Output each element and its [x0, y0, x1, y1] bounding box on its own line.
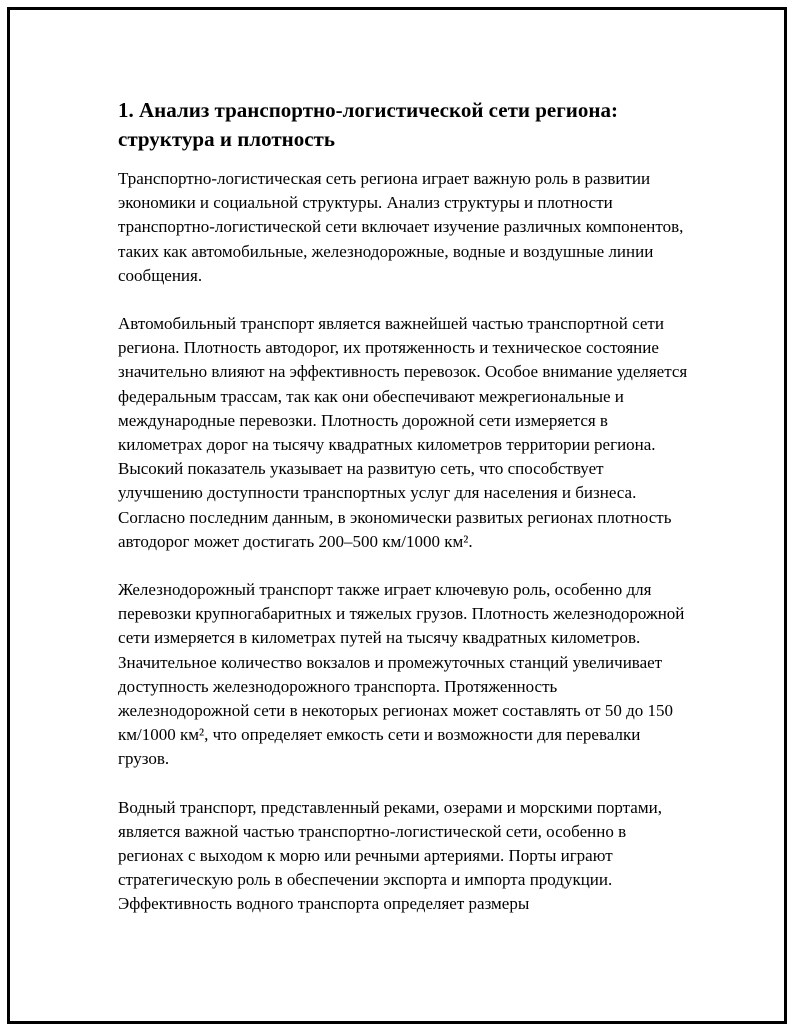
paragraph-intro: Транспортно-логистическая сеть региона играет важную роль в развитии экономики и социальной структуры. Анализ структуры и плотности транспортно-логистической сети включает изучение различных компонентов, таких как автомобильные, железнодорожные, водные и воздушные линии сообщения. — [118, 169, 684, 285]
paragraph-road-transport: Автомобильный транспорт является важнейшей частью транспортной сети региона. Плотность автодорог, их протяженность и техническое состояние значительно влияют на эффективность перевозок. Особое внимание уделяется федеральным трассам, так как они обеспечивают межрегиональные и международные перевозки. Плотность дорожной сети измеряется в километрах дорог на тысячу квадратных километров территории региона. Высокий показатель указывает на развитую сеть, что способствует улучшению доступности транспортных услуг для населения и бизнеса. Согласно последним данным, в экономически развитых регионах плотность автодорог может достигать 200–500 км/1000 км². — [118, 314, 688, 551]
paragraph-water-transport: Водный транспорт, представленный реками, озерами и морскими портами, является важной частью транспортно-логистической сети, особенно в регионах с выходом к морю или речными артериями. Порты играют стратегическую роль в обеспечении экспорта и импорта продукции. Эффективность водного транспорта определяет размеры — [118, 797, 662, 914]
document-body — [118, 96, 690, 941]
paragraph-rail-transport: Железнодорожный транспорт также играет ключевую роль, особенно для перевозки крупногабаритных и тяжелых грузов. Плотность железнодорожной сети измеряется в километрах путей на тысячу квадратных километров. Значительное количество вокзалов и промежуточных станций увеличивает доступность железнодорожного транспорта. Протяженность железнодорожной сети в некоторых регионах может составлять от 50 до 150 км/1000 км², что определяет емкость сети и возможности для перевалки грузов. — [118, 580, 685, 769]
section-heading: 1. Анализ транспортно-логистической сети региона: структура и плотность — [118, 98, 618, 151]
